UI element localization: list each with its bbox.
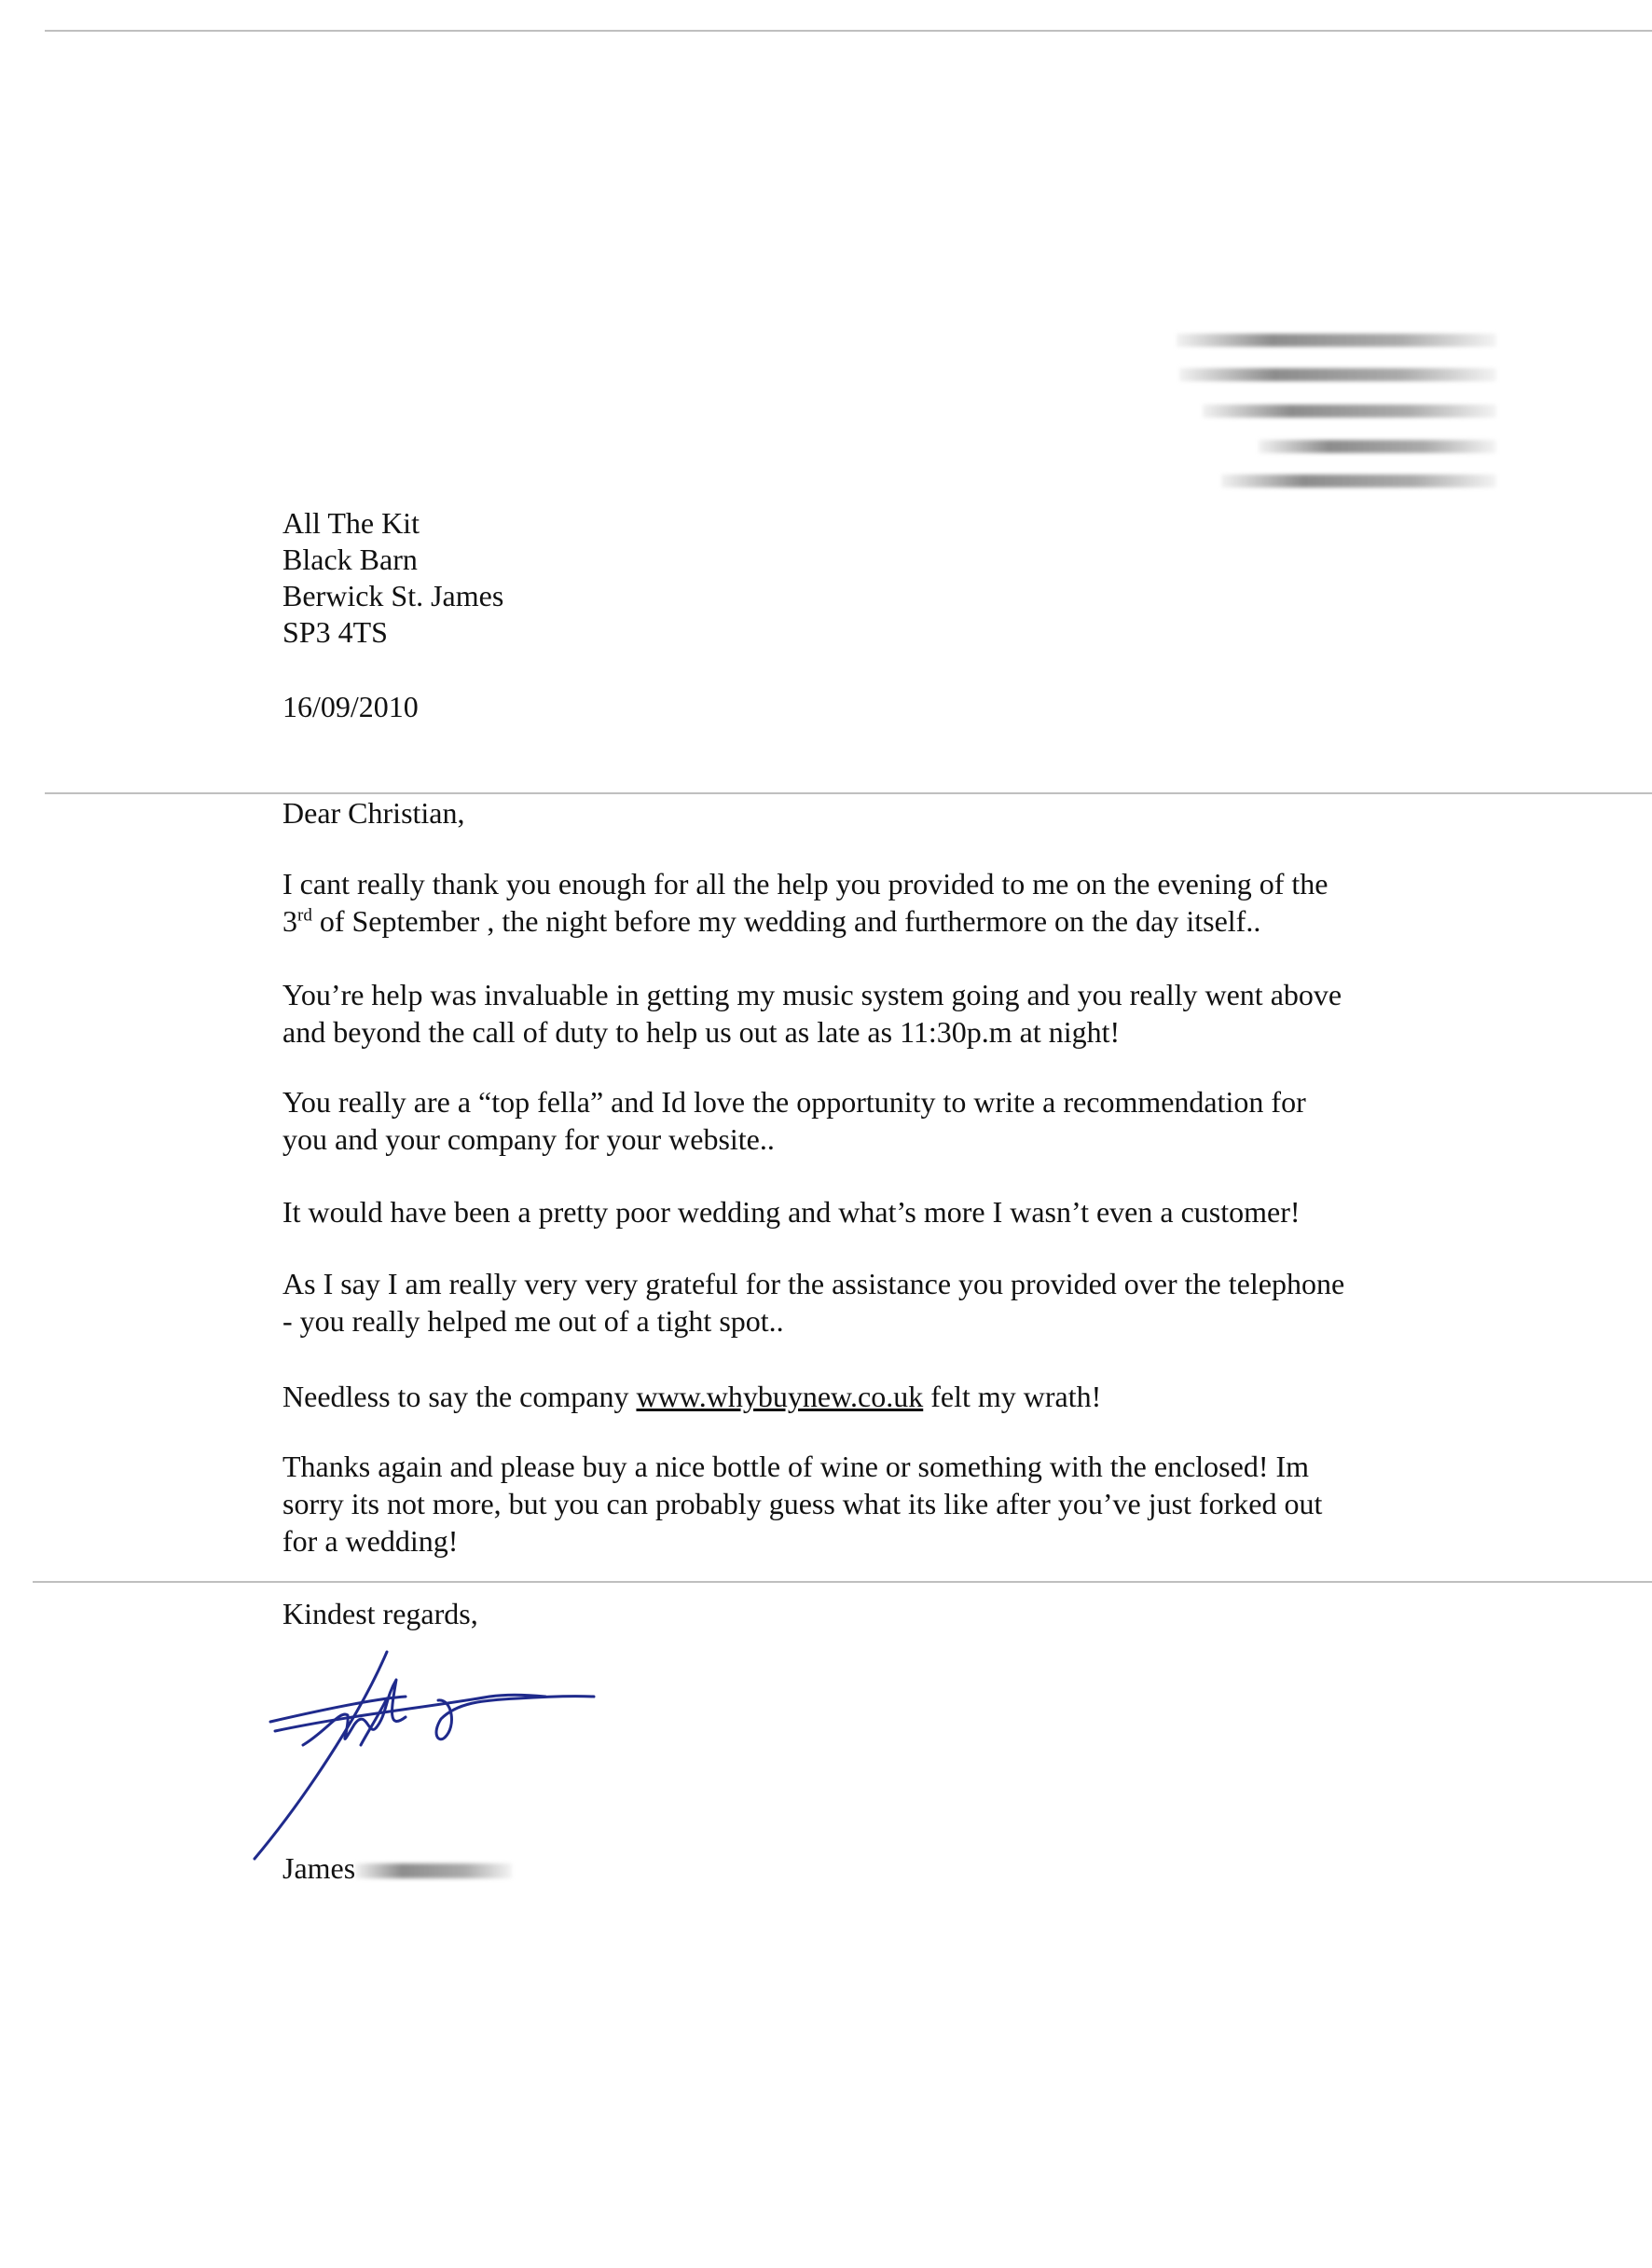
- address-line: Berwick St. James: [282, 579, 504, 612]
- paragraph-text: Needless to say the company: [282, 1380, 637, 1413]
- redacted-line: [1179, 368, 1496, 381]
- top-edge-line: [45, 30, 1652, 32]
- body-paragraph-3: [282, 1083, 1306, 1158]
- body-paragraph-4: [282, 1193, 1301, 1230]
- paragraph-line: [282, 902, 1328, 940]
- signatory-name: James: [282, 1851, 356, 1885]
- paragraph-line: It would have been a pretty poor wedding and what’s more I wasn’t even a customer!: [282, 1195, 1301, 1229]
- paragraph-text: felt my wrath!: [923, 1380, 1102, 1413]
- paragraph-line: [282, 1378, 1101, 1415]
- body-paragraph-2: [282, 976, 1342, 1051]
- paragraph-line: you and your company for your website..: [282, 1122, 775, 1156]
- closing-phrase: Kindest regards,: [282, 1597, 478, 1630]
- handwritten-signature: [247, 1643, 601, 1866]
- body-paragraph-1: [282, 865, 1328, 940]
- paragraph-line: You’re help was invaluable in getting my music system going and you really went above: [282, 978, 1342, 1011]
- salutation: Dear Christian,: [282, 796, 465, 830]
- address-line: All The Kit: [282, 506, 420, 540]
- body-paragraph-5: [282, 1265, 1344, 1340]
- redacted-surname: [355, 1863, 512, 1878]
- paragraph-line: Thanks again and please buy a nice bottle of wine or something with the enclosed! Im: [282, 1450, 1310, 1483]
- redacted-line: [1259, 440, 1496, 453]
- fold-line-lower: [33, 1581, 1652, 1583]
- redacted-line: [1221, 474, 1496, 488]
- paragraph-line: You really are a “top fella” and Id love the opportunity to write a recommendation for: [282, 1085, 1306, 1119]
- paragraph-line: As I say I am really very very grateful for the assistance you provided over the telephone: [282, 1267, 1345, 1300]
- paragraph-line: - you really helped me out of a tight spot..: [282, 1304, 784, 1338]
- paragraph-line: and beyond the call of duty to help us out as late as 11:30p.m at night!: [282, 1015, 1121, 1049]
- paragraph-text: of September , the night before my wedding and furthermore on the day itself..: [311, 904, 1261, 938]
- redacted-line: [1177, 334, 1496, 347]
- ordinal-suffix: rd: [297, 905, 312, 926]
- paragraph-line: sorry its not more, but you can probably guess what its like after you’ve just forked out: [282, 1487, 1323, 1520]
- body-paragraph-7: [282, 1448, 1322, 1560]
- body-paragraph-6: [282, 1378, 1101, 1415]
- letter-date: 16/09/2010: [282, 690, 419, 723]
- website-link[interactable]: www.whybuynew.co.uk: [636, 1380, 924, 1413]
- ordinal-number: 3: [282, 904, 297, 938]
- address-line: SP3 4TS: [282, 615, 388, 649]
- address-line: Black Barn: [282, 543, 418, 576]
- redacted-line: [1203, 405, 1496, 418]
- paragraph-line: I cant really thank you enough for all the help you provided to me on the evening of the: [282, 867, 1328, 900]
- paragraph-line: for a wedding!: [282, 1524, 459, 1558]
- fold-line-upper: [45, 792, 1652, 794]
